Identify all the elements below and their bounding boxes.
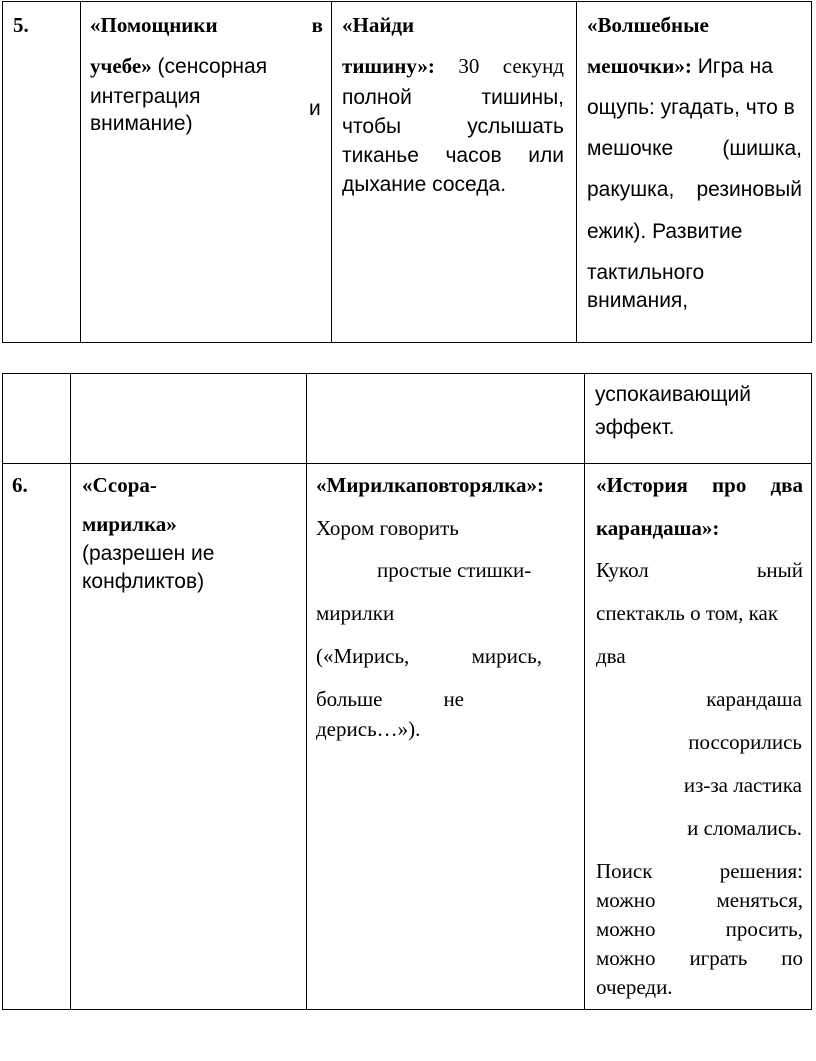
game-description: по: [781, 946, 803, 970]
game-description: чтобы: [342, 115, 402, 138]
table-row: [3, 464, 812, 1010]
game-title-part: два: [770, 473, 803, 497]
game-description: тактильного: [587, 261, 705, 284]
game-cell: [307, 464, 585, 1010]
game-description: мирилки: [316, 601, 395, 625]
game-description: простые стишки-: [377, 558, 532, 582]
game-description: дыхание соседа.: [342, 173, 507, 196]
game-title-part: «Волшебные: [587, 13, 709, 37]
game-description: успокаивающий: [595, 383, 751, 406]
game-description: конфликтов): [82, 570, 205, 593]
game-cell: [585, 464, 812, 1010]
game-title-part: мешочки»:: [587, 54, 692, 78]
game-title-part: про: [712, 473, 747, 497]
game-description: поссорились: [688, 730, 802, 754]
game-description: Кукол: [596, 558, 649, 582]
game-description: (сенсорная: [151, 55, 268, 78]
game-description: ракушка,: [587, 178, 675, 201]
game-description: можно: [596, 917, 656, 941]
row-number: 5.: [13, 13, 29, 37]
game-description: мирись,: [471, 644, 542, 668]
game-description: ьный: [756, 558, 803, 582]
game-description: из-за ластика: [683, 773, 802, 797]
game-cell: [332, 2, 577, 343]
game-description: секунд: [502, 54, 564, 78]
game-description: не: [443, 687, 464, 711]
game-description: полной: [342, 86, 412, 109]
game-title-part: «Ссора-: [82, 473, 157, 497]
game-description: 30: [458, 54, 480, 78]
game-description: можно: [596, 946, 656, 970]
game-title: «Мирилкаповторялка»:: [316, 473, 545, 497]
empty-cell: [71, 374, 307, 464]
game-description: карандаша: [706, 687, 802, 711]
game-description: Хором говорить: [316, 516, 459, 540]
game-description: эффект.: [595, 416, 675, 439]
game-description: ежик). Развитие: [587, 220, 743, 243]
game-title-part: мирилка»: [82, 512, 177, 536]
game-description: спектакль о том, как: [596, 601, 779, 625]
game-description: интеграция: [90, 85, 201, 108]
game-description: и сломались.: [687, 816, 802, 840]
lesson-table-part1: [2, 1, 812, 343]
game-title-part: учебе»: [90, 54, 152, 78]
game-description: меняться,: [716, 888, 803, 912]
game-description: и: [309, 97, 321, 120]
game-description: («Мирись,: [316, 644, 410, 668]
game-description: (разрешен ие: [82, 542, 215, 565]
table-row: [3, 374, 812, 464]
game-description: Поиск: [596, 859, 653, 883]
game-description: играть: [689, 946, 748, 970]
game-description: решения:: [719, 859, 803, 883]
table-row: [3, 2, 812, 343]
game-title-part: карандаша»:: [596, 516, 720, 540]
game-description: внимание): [90, 112, 193, 135]
empty-cell: [307, 374, 585, 464]
game-description: или: [528, 144, 564, 167]
row-number-cell: [3, 464, 71, 1010]
game-description: ощупь: угадать, что в: [587, 96, 795, 119]
row-number-cell: [3, 2, 81, 343]
game-description: Игра на: [691, 55, 773, 78]
game-description: (шишка,: [722, 137, 802, 160]
game-description: больше: [316, 687, 383, 711]
game-title-part: «Помощники: [90, 13, 218, 37]
game-description: резиновый: [696, 178, 802, 201]
game-title-part: «Найди: [342, 13, 415, 37]
lesson-table-part2: [2, 373, 812, 1010]
game-cell: [577, 2, 812, 343]
game-description: просить,: [725, 917, 803, 941]
game-description: часов: [445, 144, 502, 167]
game-cell: [71, 464, 307, 1010]
game-description: дерись…»).: [316, 717, 421, 741]
game-description: можно: [596, 888, 656, 912]
game-description: услышать: [467, 115, 564, 138]
game-title-part: в: [311, 13, 323, 37]
game-title-part: «История: [596, 473, 688, 497]
game-description: тишины,: [481, 86, 564, 109]
game-description: мешочке: [587, 137, 674, 160]
continuation-cell: [585, 374, 812, 464]
game-description: два: [596, 644, 626, 668]
game-description: очереди.: [596, 975, 673, 999]
game-cell: [81, 2, 332, 343]
empty-cell: [3, 374, 71, 464]
game-description: внимания,: [587, 289, 689, 312]
game-title-part: тишину»:: [342, 54, 435, 78]
row-number: 6.: [12, 473, 28, 497]
game-description: тиканье: [342, 144, 419, 167]
